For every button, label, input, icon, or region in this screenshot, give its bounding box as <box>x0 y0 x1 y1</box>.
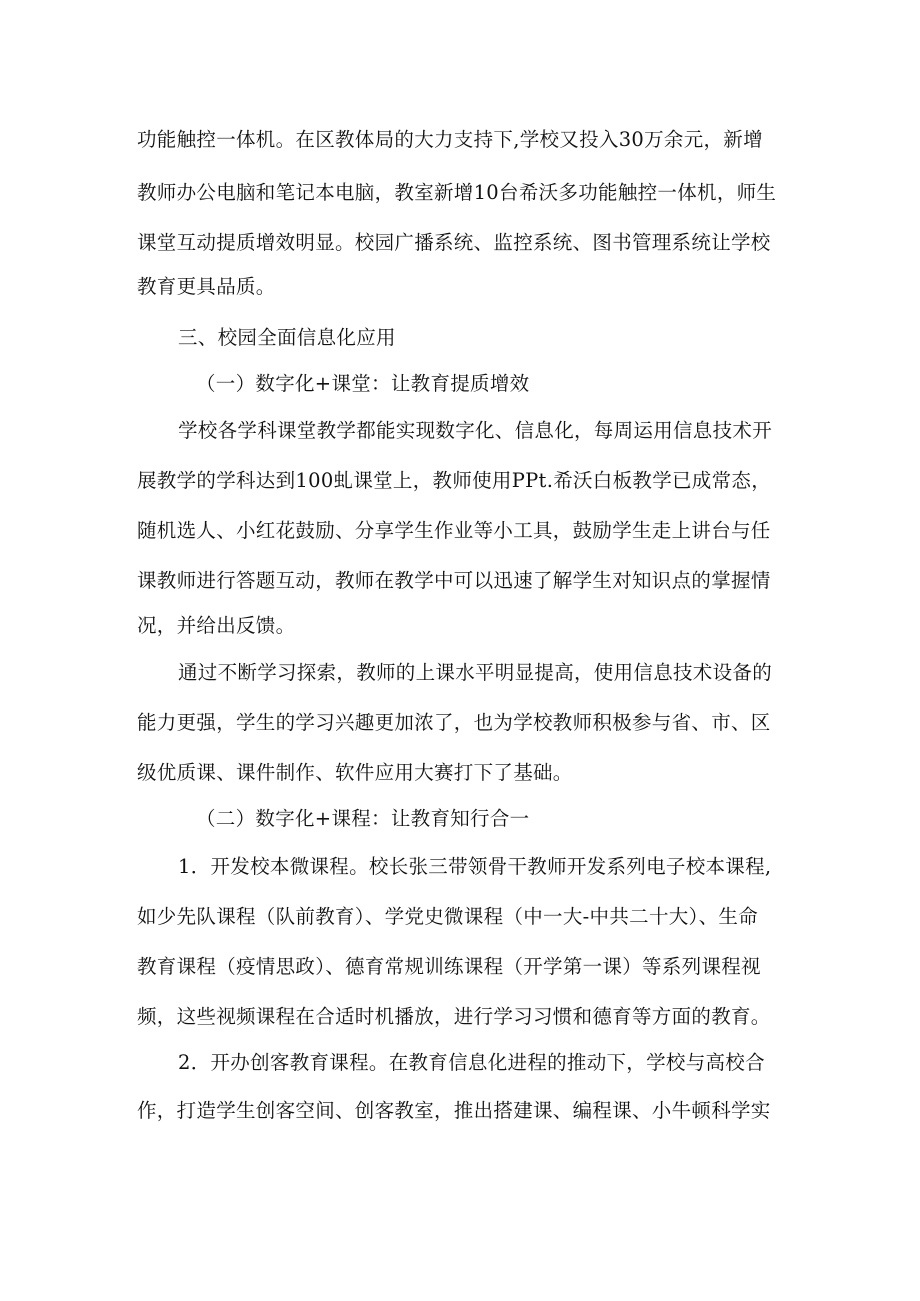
paragraph-line: 能力更强，学生的学习兴趣更加浓了，也为学校教师积极参与省、市、区 <box>137 711 771 734</box>
section-heading: 三、校园全面信息化应用 <box>178 326 396 349</box>
paragraph-line: 作，打造学生创客空间、创客教室，推出搭建课、编程课、小牛顿科学实 <box>137 1099 771 1122</box>
paragraph-line: 2．开办创客教育课程。在教育信息化进程的推动下，学校与高校合 <box>178 1051 765 1074</box>
paragraph-line: 教师办公电脑和笔记本电脑，教室新增10台希沃多功能触控一体机，师生 <box>137 181 777 204</box>
paragraph-line: 1．开发校本微课程。校长张三带领骨干教师开发系列电子校本课程, <box>178 855 772 878</box>
paragraph-line: 通过不断学习探索，教师的上课水平明显提高，使用信息技术设备的 <box>178 661 773 684</box>
paragraph-line: 随机选人、小红花鼓励、分享学生作业等小工具，鼓励学生走上讲台与任 <box>137 519 771 542</box>
paragraph-line: 如少先队课程（队前教育）、学党史微课程（中一大-中共二十大）、生命 <box>137 905 758 928</box>
paragraph-line: 况，并给出反馈。 <box>137 614 296 637</box>
paragraph-line: 教育课程（疫情思政）、德育常规训练课程（开学第一课）等系列课程视 <box>137 955 761 978</box>
paragraph-line: 教育更具品质。 <box>137 275 276 298</box>
paragraph-line: 级优质课、课件制作、软件应用大赛打下了基础。 <box>137 761 573 784</box>
paragraph-line: 展教学的学科达到100虬课堂上，教师使用PPt.希沃白板教学已成常态， <box>137 469 771 492</box>
subsection-heading: （一）数字化+课堂：让教育提质增效 <box>196 372 530 395</box>
paragraph-line: 课堂互动提质增效明显。校园广播系统、监控系统、图书管理系统让学校 <box>137 231 771 254</box>
paragraph-line: 课教师进行答题互动，教师在教学中可以迅速了解学生对知识点的掌握情 <box>137 569 771 592</box>
paragraph-line: 频，这些视频课程在合适时机播放，进行学习习惯和德育等方面的教育。 <box>137 1005 771 1028</box>
paragraph-line: 学校各学科课堂教学都能实现数字化、信息化，每周运用信息技术开 <box>178 419 773 442</box>
paragraph-line: 功能触控一体机。在区教体局的大力支持下,学校又投入30万余元，新增 <box>137 128 763 151</box>
subsection-heading: （二）数字化+课程：让教育知行合一 <box>196 807 530 830</box>
